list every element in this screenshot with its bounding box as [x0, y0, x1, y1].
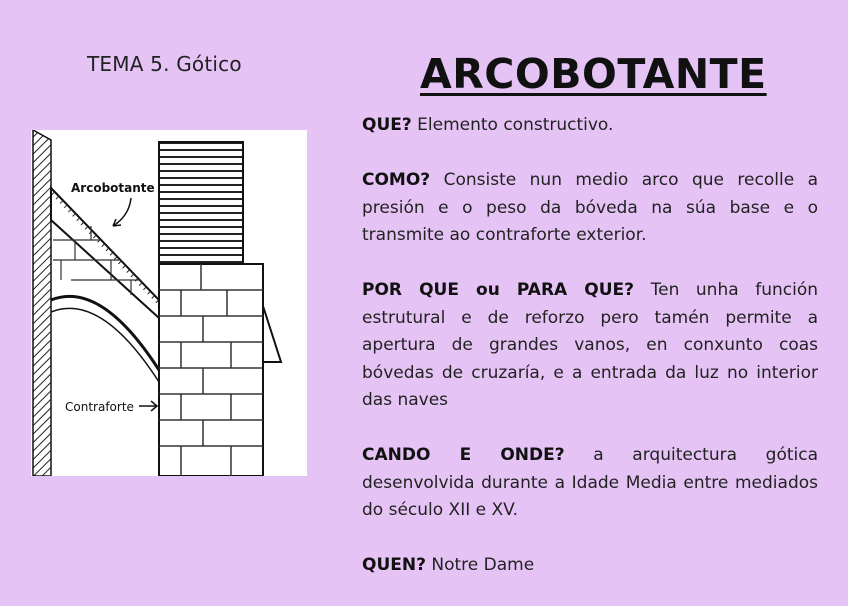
arcobotante-arrow — [113, 198, 131, 226]
qa-section-quen — [362, 552, 818, 580]
flying-buttress-illustration — [31, 130, 307, 476]
answer-text: a arquitectura gótica desenvolvida durante a Idade Media entre mediados do século XII e XV. — [362, 445, 818, 520]
contraforte-arrow — [139, 401, 157, 411]
label-arcobotante: Arcobotante — [71, 181, 155, 195]
answer-text: Consiste nun medio arco que recolle a presión e o peso da bóveda na súa base e o transmite ao contraforte exterior. — [362, 170, 818, 245]
qa-section-que — [362, 112, 818, 140]
page-title: ARCOBOTANTE — [420, 50, 767, 98]
question-label: CANDO E ONDE? — [362, 445, 565, 465]
topic-label: TEMA 5. Gótico — [87, 52, 242, 76]
qa-section-como — [362, 167, 818, 250]
label-contraforte: Contraforte — [65, 400, 134, 414]
question-label: POR QUE ou PARA QUE? — [362, 280, 635, 300]
flying-buttress-shape — [51, 188, 159, 382]
qa-section-cando-onde — [362, 442, 818, 525]
answer-text: Elemento constructivo. — [417, 115, 614, 135]
question-label: QUEN? — [362, 555, 426, 575]
buttress-pier — [159, 142, 281, 476]
answer-text: Ten unha función estrutural e de reforzo pero tamén permite a apertura de grandes vanos, en conxunto coas bóvedas de cruzaría, e a entrada da luz no interior das naves — [362, 280, 819, 410]
question-label: QUE? — [362, 115, 412, 135]
answer-text: Notre Dame — [431, 555, 535, 575]
qa-section-por-que — [362, 277, 818, 415]
question-label: COMO? — [362, 170, 431, 190]
qa-content — [362, 112, 818, 580]
nave-wall — [33, 130, 51, 476]
